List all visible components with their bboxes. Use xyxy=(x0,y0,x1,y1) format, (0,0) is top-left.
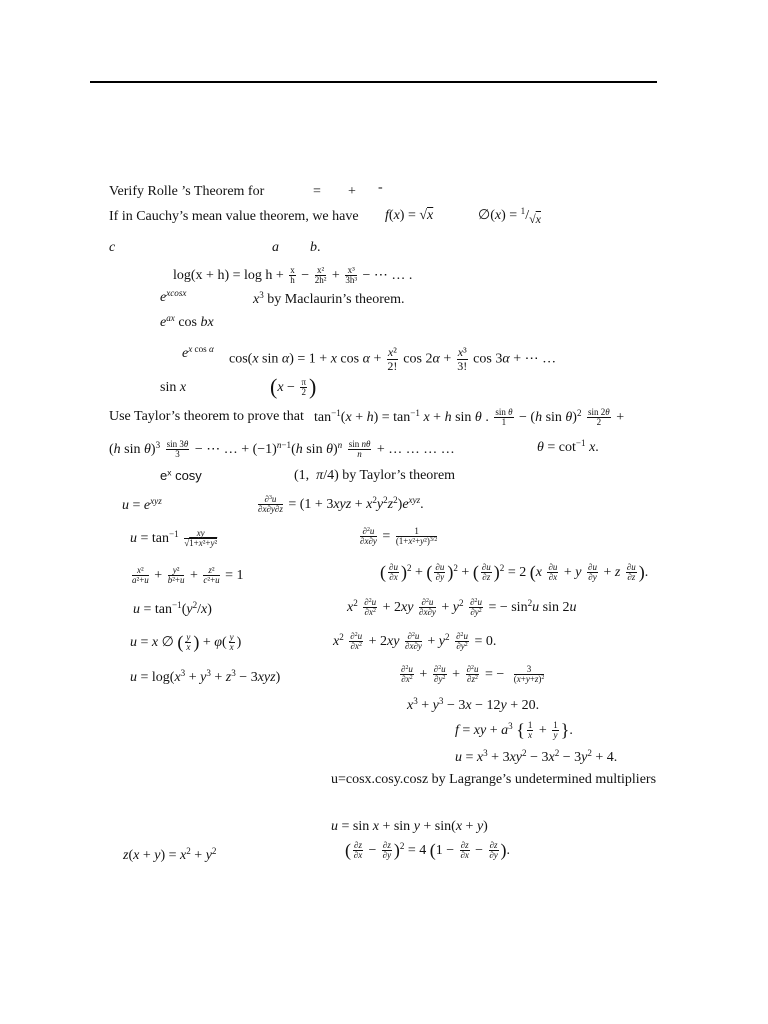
theta-definition: $\theta = \cot^{-1} x$. xyxy=(537,438,599,455)
maclaurin-theorem-text: $x^3$ by Maclaurin’s theorem. xyxy=(253,290,405,307)
rolle-theorem-prompt: Verify Rolle ’s Theorem for xyxy=(109,184,265,199)
z-relation-equation: $z(x + y) = x^2 + y^2$ xyxy=(123,846,217,863)
extremum-function-2: f = xy + $a^3$ { $\frac{1}{x}$ + $\frac{1}{y}$ }. xyxy=(455,720,573,741)
cauchy-c-label: c xyxy=(109,240,116,255)
z-partial-identity: ( $\frac{\partial z}{\partial x}$ − $\frac{\partial z}{\partial y}$ )$^2$ = 4 (1 − $\frac{\partial z}{\partial x}$ − $\frac{\partial z}{\partial y}$ ). xyxy=(345,840,511,861)
rolle-equals-sign: = xyxy=(313,184,321,199)
gradient-identity-equation: ( $\frac{\partial u}{\partial x}$ )$^2$ + ( $\frac{\partial u}{\partial y}$ )$^2$ + ( $\frac{\partial u}{\partial z}$ )$^2$ = 2 (x $\frac{\partial u}{\partial x}$ + y $\frac{\partial u}{\partial y}$ + z $\frac{\partial u}{\partial z}$ ). xyxy=(380,562,649,583)
u-arctan-fraction: $u = \tan^{-1}$ $\frac{xy}{\text{√1+x²+y²}}$ xyxy=(130,528,218,549)
u-log-cubic: $u = \log(x^3 + y^3 + z^3 - 3xyz)$ xyxy=(130,668,281,685)
cauchy-a-label: a xyxy=(272,240,279,255)
second-order-sin-equation: $x^2$ $\frac{\partial^2u}{\partial x^2}$ + 2xy $\frac{\partial^2u}{\partial x\partial y}$ + $y^2$ $\frac{\partial^2u}{\partial y^2}$ = − $\sin^2u$ sin 2u xyxy=(347,597,577,618)
ellipsoid-equation: $\frac{\text{x²}}{\text{a²+u}}$ + $\frac{\text{y²}}{\text{b²+u}}$ + $\frac{\text{z²}}{\text{c²+u}}$ = 1 xyxy=(132,565,244,586)
extremum-function-3: $u = x^3 + 3xy^2 - 3x^2 - 3y^2 + 4$. xyxy=(455,748,618,765)
third-derivative-equation: $\frac{\partial^3u}{\partial x\partial y\partial z}$ = $(1 + 3xyz + x^2y^2z^2)e^{xyz}$. xyxy=(258,494,424,515)
maclaurin-exponential: $e^{xcosx}$ xyxy=(160,288,187,305)
u-arctan-ratio: $u = \tan^{-1}(y^2/x)$ xyxy=(133,600,212,617)
second-order-zero-equation: $x^2$ $\frac{\partial^2u}{\partial x^2}$ + 2xy $\frac{\partial^2u}{\partial x\partial y}$ + $y^2$ $\frac{\partial^2u}{\partial y^2}$ = 0. xyxy=(333,631,497,652)
power-series-point: (x − $\frac{\pi}{2}$ ) xyxy=(270,374,317,399)
exp-cos-alpha-expression: $e^{x cos \alpha}$ xyxy=(182,344,214,361)
mixed-partial-equation: $\frac{\partial^2u}{\partial x\partial y}$ = $\frac{1}{(1+x^2+y^2)^{3/2}}$ xyxy=(360,526,438,547)
cauchy-b-label: b. xyxy=(310,240,321,255)
u-homogeneous-function: u = x ∅ ( $\frac{y}{x}$ ) + φ( $\frac{y}{x}$ ) xyxy=(130,632,242,653)
laplacian-equation: $\frac{\partial^2u}{\partial x^2}$ + $\frac{\partial^2u}{\partial y^2}$ + $\frac{\partial^2u}{\partial z^2}$ = − $\frac{3}{(x+y+z)^2}$ xyxy=(401,664,545,685)
taylor-proof-prompt: Use Taylor’s theorem to prove that xyxy=(109,409,304,424)
rolle-minus-sign: - xyxy=(378,180,383,195)
cauchy-f-of-x: f(x) = √x xyxy=(385,208,434,223)
cauchy-mvt-prompt: If in Cauchy’s mean value theorem, we have xyxy=(109,209,359,224)
exp-cos-expression: $e^{ax}$ cos bx xyxy=(160,313,214,330)
taylor-point-text: (1, π/4) by Taylor’s theorem xyxy=(294,468,456,483)
taylor-arctan-continuation: (h sin θ)$^3$ $\frac{\sin 3\theta}{3}$ − ⋯ … + $(-1)^{n-1}(h$ sin θ)$^n$ $\frac{\text{sin nθ}}{n}$ + … … … … xyxy=(109,439,455,460)
log-expansion-equation: log(x + h) = log h + $\frac{x}{h}$ − $\frac{\text{x²}}{\text{2h²}}$ + $\frac{\text{x³}}{\text{3h³}}$ − ⋯ … . xyxy=(173,265,413,286)
extremum-function-1: $x^3 + y^3 - 3x - 12y + 20$. xyxy=(407,696,540,713)
top-horizontal-rule xyxy=(90,81,657,83)
cauchy-phi-of-x: ∅(x) = $^1/_{√x}$ xyxy=(478,206,541,226)
taylor-arctan-equation: $\tan^{-1}(x + h) = \tan^{-1} x + h$ sin θ . $\frac{\text{sin θ}}{1}$ − (h sin θ)$^2$ $\frac{\sin 2\theta}{2}$ + xyxy=(314,407,625,428)
rolle-plus-sign: + xyxy=(348,184,356,199)
u-exp-xyz: $u = e^{xyz}$ xyxy=(122,496,162,513)
sin-x-expression: sin x xyxy=(160,380,187,395)
lagrange-multipliers-text: u=cosx.cosy.cosz by Lagrange’s undetermined multipliers xyxy=(331,772,657,787)
cos-series-equation: cos(x sin α) = 1 + x cos α + $\frac{\text{x²}}{2!}$ cos 2α + $\frac{\text{x³}}{3!}$ cos 3α + ⋯ … xyxy=(229,345,557,373)
exp-cos-y-expression: $e^x$ cosy xyxy=(160,467,202,483)
trig-sum-function: u = sin x + sin y + sin(x + y) xyxy=(331,819,488,834)
